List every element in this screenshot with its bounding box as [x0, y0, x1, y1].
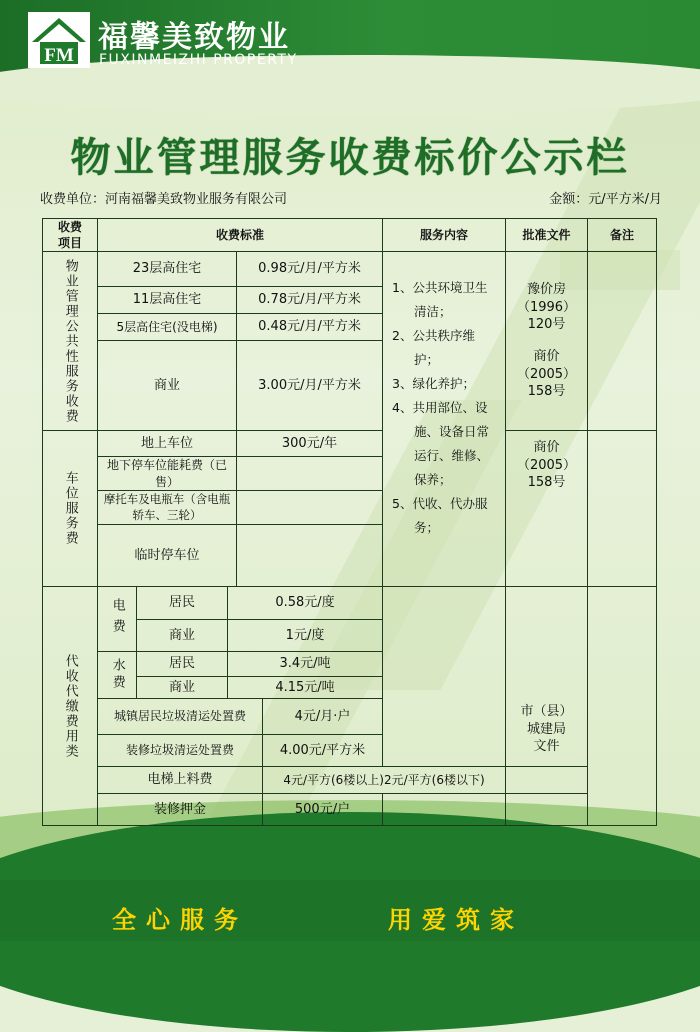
collect-row-type: 电梯上料费: [97, 766, 263, 794]
logo-lettering: FM: [44, 45, 74, 66]
public-row-price: 3.00元/月/平方米: [236, 340, 383, 431]
collect-row-price: 4元/月·户: [262, 698, 383, 735]
parking-row-price: [236, 524, 383, 587]
public-row-type: 5层高住宅(没电梯): [97, 313, 237, 341]
slogan-right: 用爱筑家: [388, 906, 524, 934]
electric-commercial-price: 1元/度: [227, 619, 383, 652]
service-content-empty: [382, 586, 506, 767]
header-item: 收费项目: [42, 218, 98, 252]
section-parking-service: 车位服务费: [42, 430, 98, 587]
page-title: 物业管理服务收费标价公示栏: [70, 135, 630, 181]
electric-resident-price: 0.58元/度: [227, 586, 383, 620]
service-content-empty: [382, 793, 506, 826]
amount-unit: 金额：元/平方米/月: [549, 192, 662, 207]
public-row-type: 23层高住宅: [97, 251, 237, 287]
water-commercial-price: 4.15元/吨: [227, 676, 383, 699]
parking-row-type: 摩托车及电瓶车（含电瓶轿车、三轮）: [97, 490, 237, 525]
service-item: 1、公共环境卫生清洁；: [392, 280, 488, 319]
header-approval: 批准文件: [505, 218, 588, 252]
electric-resident-label: 居民: [136, 586, 228, 620]
brand-name-cn: 福馨美致物业: [98, 20, 290, 55]
public-row-price: 0.98元/月/平方米: [236, 251, 383, 287]
collect-row-price: 500元/户: [262, 793, 383, 826]
note-cell: [587, 586, 657, 826]
collect-row-type: 装修垃圾清运处置费: [97, 734, 263, 767]
service-item: 4、共用部位、设施、设备日常运行、维修、保养；: [392, 400, 490, 487]
electric-fee-label: 电费: [97, 586, 137, 652]
service-content-list: [392, 276, 496, 540]
note-cell: [587, 251, 657, 431]
approval-public: 豫价房 （1996） 120号 商价 （2005） 158号: [505, 251, 588, 431]
parking-row-type: 地上车位: [97, 430, 237, 457]
brand-name-en: FUXINMEIZHI PROPERTY: [99, 52, 298, 68]
house-logo-icon: [28, 12, 90, 68]
section-collected-fees: 代收代缴费用类: [42, 586, 98, 826]
water-resident-label: 居民: [136, 651, 228, 677]
approval-parking: 商价 （2005） 158号: [505, 430, 588, 587]
header-standard: 收费标准: [97, 218, 383, 252]
collect-row-price: 4.00元/平方米: [262, 734, 383, 767]
water-commercial-label: 商业: [136, 676, 228, 699]
water-fee-label: 水费: [97, 651, 137, 699]
footer-band: [0, 880, 700, 941]
public-row-type: 商业: [97, 340, 237, 431]
public-row-price: 0.48元/月/平方米: [236, 313, 383, 341]
public-row-type: 11层高住宅: [97, 286, 237, 314]
water-resident-price: 3.4元/吨: [227, 651, 383, 677]
approval-empty: [505, 793, 588, 826]
parking-row-price: [236, 490, 383, 525]
parking-row-price: 300元/年: [236, 430, 383, 457]
electric-commercial-label: 商业: [136, 619, 228, 652]
note-cell: [587, 430, 657, 587]
public-row-price: 0.78元/月/平方米: [236, 286, 383, 314]
collect-row-price: 4元/平方(6楼以上)2元/平方(6楼以下): [262, 766, 506, 794]
section-public-service: 物业管理公共性服务收费: [42, 251, 98, 431]
charging-unit: 收费单位：河南福馨美致物业服务有限公司: [40, 192, 288, 207]
collect-row-type: 装修押金: [97, 793, 263, 826]
slogan-left: 全心服务: [112, 906, 248, 934]
service-item: 3、绿化养护；: [392, 376, 475, 391]
parking-row-type: 地下停车位能耗费（已售）: [97, 456, 237, 491]
service-item: 5、代收、代办服务；: [392, 496, 488, 535]
parking-row-price: [236, 456, 383, 491]
parking-row-type: 临时停车位: [97, 524, 237, 587]
approval-collect: 市（县） 城建局 文件: [505, 586, 588, 767]
header-note: 备注: [587, 218, 657, 252]
collect-row-type: 城镇居民垃圾清运处置费: [97, 698, 263, 735]
header-content: 服务内容: [382, 218, 506, 252]
service-item: 2、公共秩序维护；: [392, 328, 475, 367]
